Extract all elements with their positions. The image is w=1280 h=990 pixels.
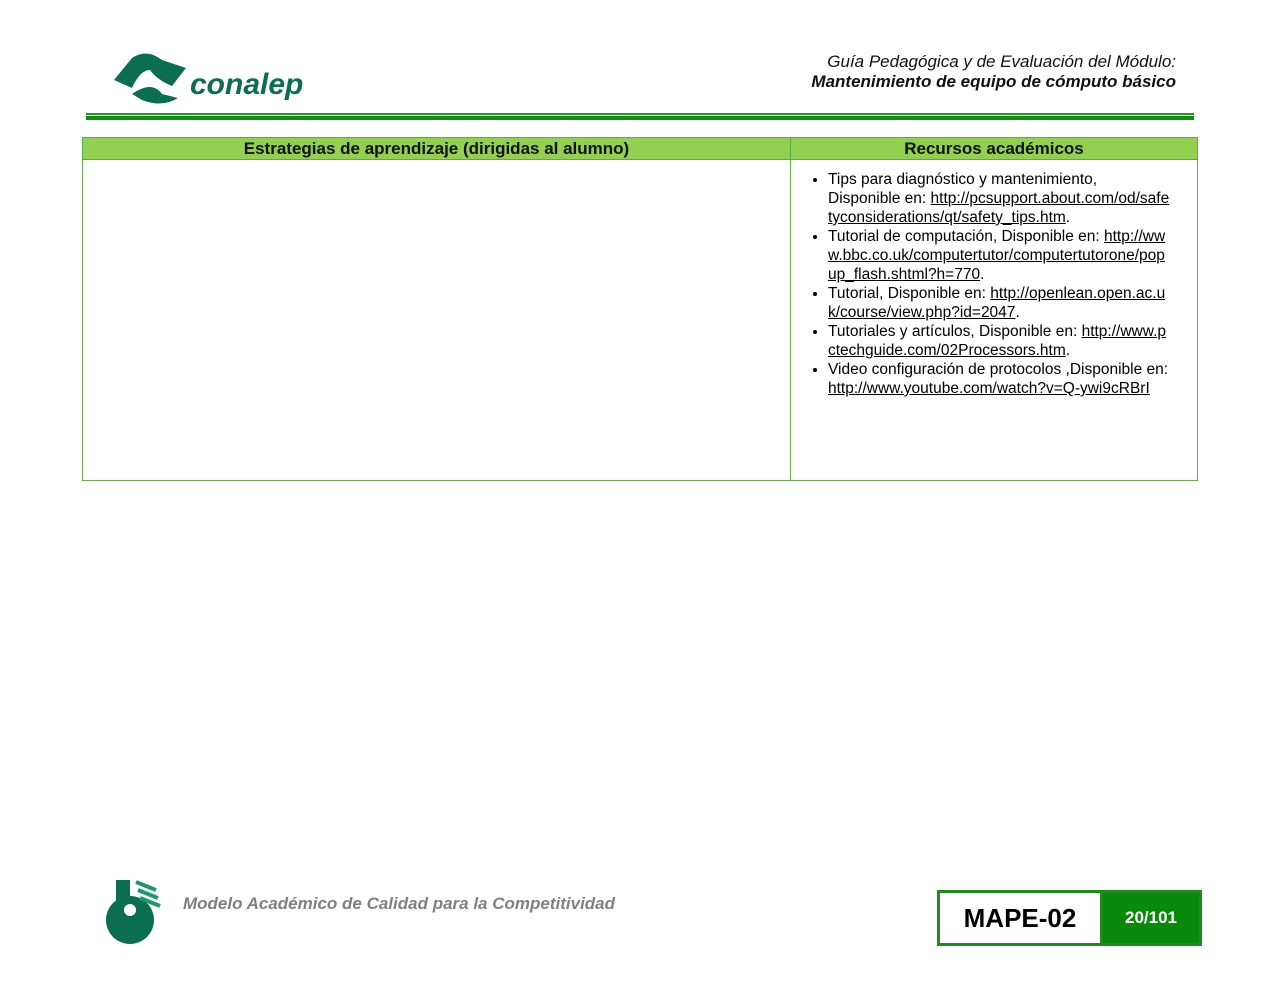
header-resources: Recursos académicos [791, 138, 1198, 160]
resource-punct: . [1015, 304, 1020, 321]
header-rule-thick [86, 116, 1194, 120]
resource-punct: . [1065, 342, 1071, 359]
resource-punct: . [1065, 209, 1071, 226]
resource-item [828, 227, 1171, 284]
modelo-academico-logo-icon [96, 876, 164, 946]
header-title: Mantenimiento de equipo de cómputo básico [811, 72, 1176, 91]
logo-text: conalep [190, 68, 304, 101]
strategies-cell [83, 160, 791, 481]
resource-link[interactable]: http://www.pctechguide.com/02Processors.htm [828, 323, 1167, 359]
resource-text: Video configuración de protocolos ,Disponible en: [828, 361, 1169, 378]
document-header [811, 52, 1176, 92]
resource-link[interactable]: http://www.bbc.co.uk/computertutor/computertutorone/popup_flash.shtml?h=770 [828, 228, 1166, 283]
document-code: MAPE-02 [937, 890, 1103, 946]
resource-text: Tutorial de computación, Disponible en: [828, 228, 1104, 245]
resource-link[interactable]: http://www.youtube.com/watch?v=Q-ywi9cRBrI [828, 380, 1150, 397]
header-rule [86, 113, 1194, 115]
header-subtitle: Guía Pedagógica y de Evaluación del Módulo: [827, 52, 1176, 71]
resource-text: Tutoriales y artículos, Disponible en: [828, 323, 1082, 340]
resource-item [828, 284, 1171, 322]
resource-text: Tips para diagnóstico y mantenimiento, Disponible en: [828, 171, 1098, 207]
resource-item [828, 170, 1171, 227]
resource-text: Tutorial, Disponible en: [828, 285, 991, 302]
resource-punct: . [980, 266, 985, 283]
strategies-table [82, 137, 1198, 481]
resources-cell [791, 160, 1198, 481]
resource-link[interactable]: http://pcsupport.about.com/od/safetyconsiderations/qt/safety_tips.htm [828, 190, 1170, 226]
footer-tagline: Modelo Académico de Calidad para la Competitividad [183, 894, 616, 913]
resource-item [828, 322, 1171, 360]
resource-item [828, 360, 1171, 398]
resource-link[interactable]: http://openlean.open.ac.uk/course/view.php?id=2047 [828, 285, 1166, 321]
header-strategies: Estrategias de aprendizaje (dirigidas al alumno) [83, 138, 791, 160]
page-number: 20/101 [1100, 890, 1202, 946]
